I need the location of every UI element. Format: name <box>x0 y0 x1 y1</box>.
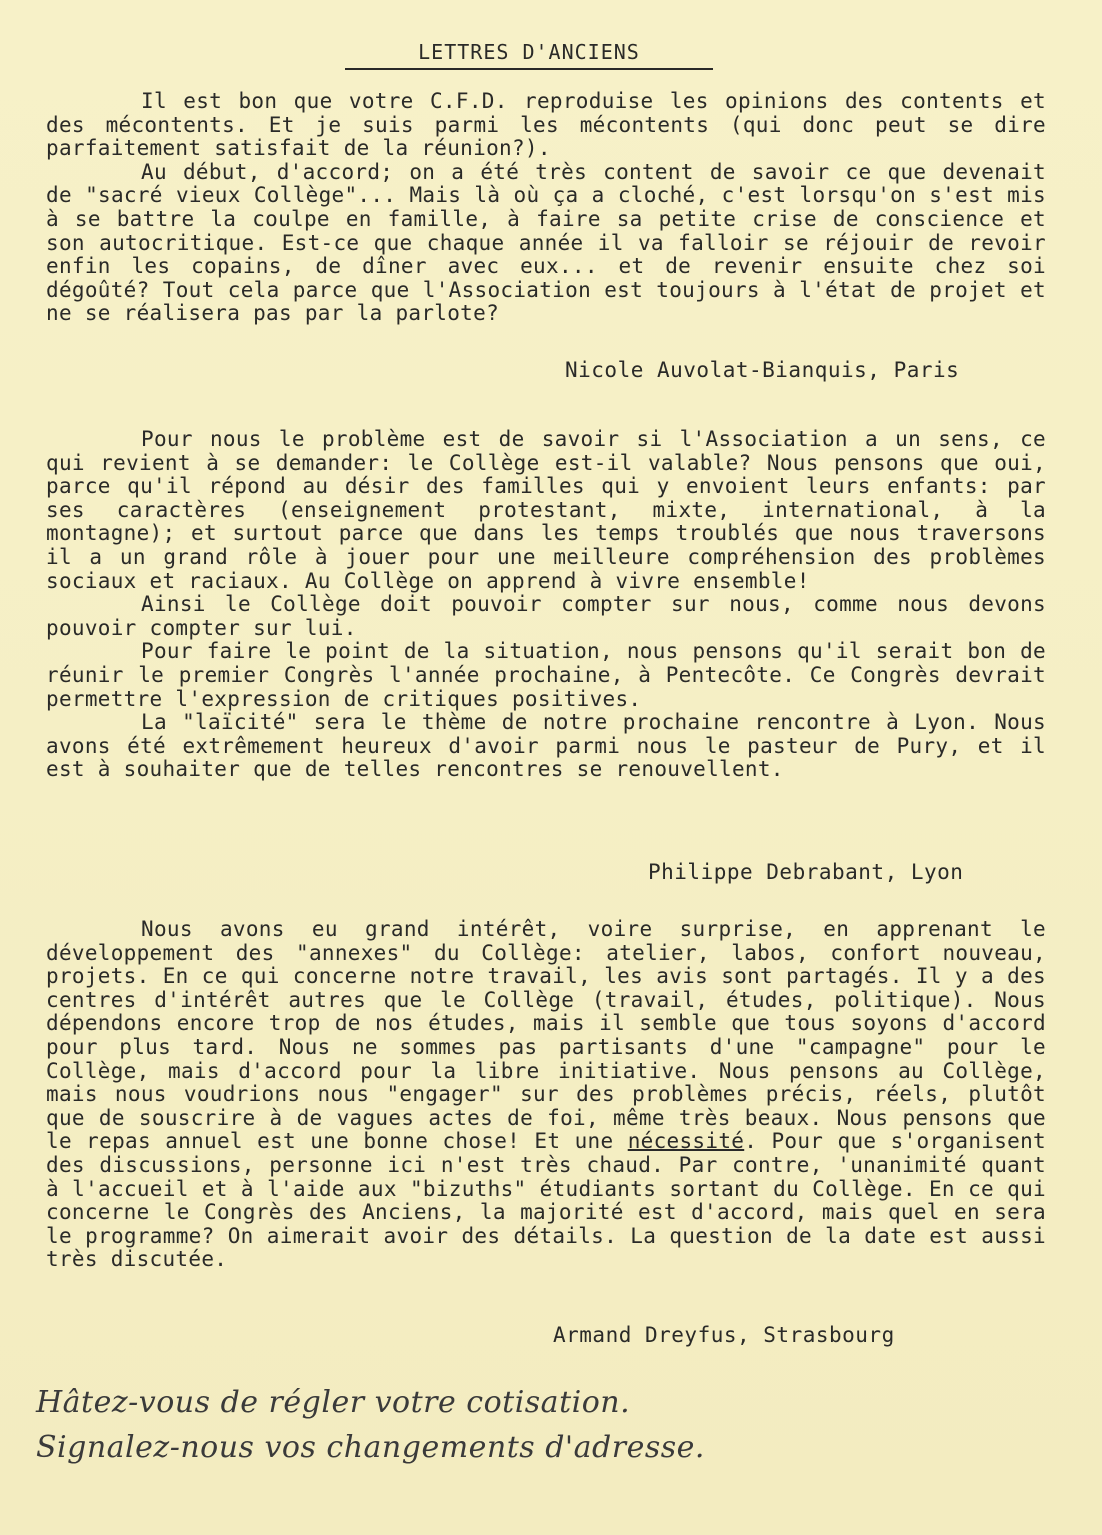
letter-auvolat <box>46 90 1046 326</box>
letter-paragraph: Ainsi le Collège doit pouvoir compter sur nous, comme nous devons pouvoir compter sur lui. <box>46 592 1046 640</box>
signature-dreyfus: Armand Dreyfus, Strasbourg <box>553 1323 895 1347</box>
underlined-word: nécessité <box>627 1129 745 1154</box>
letter-dreyfus <box>46 918 1046 1272</box>
signature-debrabant: Philippe Debrabant, Lyon <box>648 860 964 884</box>
signature-auvolat: Nicole Auvolat-Bianquis, Paris <box>565 358 960 382</box>
letter-paragraph: Au début, d'accord; on a été très content de savoir ce que devenait de "sacré vieux Collège"... Mais là où ça a cloché, c'est lorsqu'on s'est mis à se battre la coulpe en famille, à faire sa petite crise de conscience et son autocritique. Est-ce que chaque année il va falloir se réjouir de revoir enfin les copains, de dîner avec eux... et de revenir ensuite chez soi dégoûté? Tout cela parce que l'Association est toujours à l'état de projet et ne se réalisera pas par la parlote? <box>46 159 1046 326</box>
letter-text: Nous avons eu grand intérêt, voire surprise, en apprenant le développement des "annexes" du Collège: atelier, labos, confort nouveau, projets. En ce qui concerne notre travail, les avis sont partagés. Il y a des centres d'intérêt autres que le Collège (travail, études, politique). Nous dépendons encore trop de nos études, mais il semble que tous soyons d'accord pour plus tard. Nous ne sommes pas partisants d'une "campagne" pour le Collège, mais d'accord pour la libre initiative. Nous pensons au Collège, mais nous voudrions nous "engager" sur des problèmes précis, réels, plutôt que de souscrire à de vagues actes de foi, même très beaux. Nous pensons que le repas annuel est une bonne chose! Et une <box>46 917 1046 1154</box>
handwritten-note-adresse: Signalez-nous vos changements d'adresse. <box>36 1430 705 1465</box>
letter-paragraph: Il est bon que votre C.F.D. reproduise les opinions des contents et des mécontents. Et je suis parmi les mécontents (qui donc peut se dire parfaitement satisfait de la réunion?). <box>46 89 1046 161</box>
letter-paragraph: La "laïcité" sera le thème de notre prochaine rencontre à Lyon. Nous avons été extrêmement heureux d'avoir parmi nous le pasteur de Pury, et il est à souhaiter que de telles rencontres se renouvellent. <box>46 710 1046 782</box>
letter-paragraph <box>46 918 1046 1272</box>
handwritten-note-cotisation: Hâtez-vous de régler votre cotisation. <box>36 1385 631 1420</box>
letter-debrabant <box>46 428 1046 782</box>
letter-paragraph: Pour faire le point de la situation, nous pensons qu'il serait bon de réunir le premier Congrès l'année prochaine, à Pentecôte. Ce Congrès devrait permettre l'expression de critiques positives. <box>46 639 1046 711</box>
page-title: LETTRES D'ANCIENS <box>345 40 713 70</box>
letter-text: . Pour que s'organisent des discussions, personne ici n'est très chaud. Par contre, 'unanimité quant à l'accueil et à l'aide aux "bizuths" étudiants sortant du Collège. En ce qui concerne le Congrès des Anciens, la majorité est d'accord, mais quel en sera le programme? On aimerait avoir des détails. La question de la date est aussi très discutée. <box>46 1129 1046 1272</box>
letter-paragraph: Pour nous le problème est de savoir si l'Association a un sens, ce qui revient à se demander: le Collège est-il valable? Nous pensons que oui, parce qu'il répond au désir des familles qui y envoient leurs enfants: par ses caractères (enseignement protestant, mixte, international, à la montagne); et surtout parce que dans les temps troublés que nous traversons il a un grand rôle à jouer pour une meilleure compréhension des problèmes sociaux et raciaux. Au Collège on apprend à vivre ensemble! <box>46 427 1046 593</box>
